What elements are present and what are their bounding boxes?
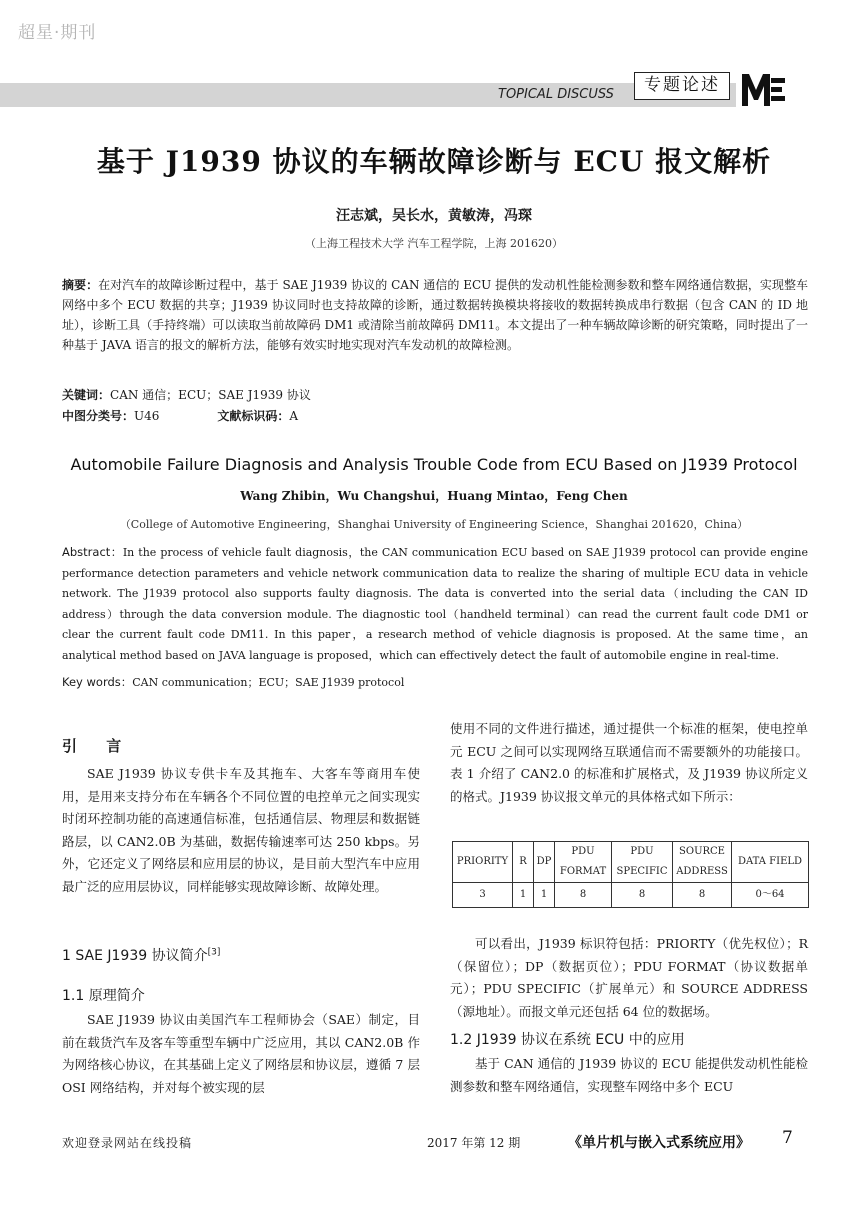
doc-code-label: 文献标识码： bbox=[217, 409, 290, 423]
abstract-en bbox=[62, 542, 808, 666]
watermark: 超星·期刊 bbox=[18, 23, 97, 43]
classification-cn bbox=[62, 406, 808, 426]
clc-value: U46 bbox=[134, 409, 160, 423]
right-col-body-2 bbox=[450, 933, 808, 1023]
page-number: 7 bbox=[782, 1128, 793, 1148]
table-cell: 0～64 bbox=[732, 883, 809, 908]
table-cell: 3 bbox=[453, 883, 513, 908]
intro-heading: 引 言 bbox=[62, 737, 134, 755]
topical-discuss-label: TOPICAL DISCUSS bbox=[498, 87, 614, 102]
abstract-cn bbox=[62, 275, 808, 355]
table-header: SOURCE ADDRESS bbox=[673, 842, 732, 883]
table-cell: 8 bbox=[673, 883, 732, 908]
keywords-cn-text: CAN 通信；ECU；SAE J1939 协议 bbox=[110, 388, 311, 402]
table-header: DP bbox=[534, 842, 555, 883]
footer-submission-note: 欢迎登录网站在线投稿 bbox=[62, 1136, 193, 1150]
right-col-continued bbox=[450, 718, 808, 808]
abstract-en-text: In the process of vehicle fault diagnosis，the CAN communication ECU based on SAE J1939 protocol can provide engine performance detection parameters and vehicle network communication data to realize the sharing of multiple ECU data in vehicle network. The J1939 protocol also supports faulty diagnosis. The data is converted into the serial data（including the CAN ID address）through the data conversion module. The diagnostic tool（handheld terminal）can read the current fault code DM1 or clear the current fault code DM11. In this paper，a research method of vehicle diagnosis is proposed. At the same time，an analytical method based on JAVA language is proposed，which can effectively detect the fault of automobile engine in real-time. bbox=[62, 546, 808, 662]
affiliation: （上海工程技术大学 汽车工程学院，上海 201620） bbox=[305, 237, 563, 250]
footer-issue: 2017 年第 12 期 bbox=[427, 1136, 521, 1150]
section-1-1-paragraph: SAE J1939 协议由美国汽车工程师协会（SAE）制定，目前在载货汽车及客车等重型车辆中广泛应用，其以 CAN2.0B 作为网络核心协议，在其基础上定义了网络层和协议层，遵循 7 层 OSI 网络结构，并对每个被实现的层 bbox=[62, 1012, 420, 1095]
table-header: PDU SPECIFIC bbox=[612, 842, 673, 883]
intro-body bbox=[62, 763, 420, 898]
keywords-en-text: CAN communication；ECU；SAE J1939 protocol bbox=[132, 676, 405, 689]
table-header: PRIORITY bbox=[453, 842, 513, 883]
keywords-cn-label: 关键词： bbox=[62, 388, 111, 402]
section-1-title: 1 SAE J1939 协议简介 bbox=[62, 948, 208, 964]
clc-label: 中图分类号： bbox=[62, 409, 135, 423]
keywords-en bbox=[62, 672, 808, 693]
right-col-paragraph-2: 可以看出，J1939 标识符包括：PRIORTY（优先权位）；R（保留位）；DP（数据页位）；PDU FORMAT（协议数据单元）；PDU SPECIFIC（扩展单元）和 SOURCE ADDRESS（源地址）。而报文单元还包括 64 位的数据场。 bbox=[450, 936, 808, 1019]
section-1-1-body bbox=[62, 1009, 420, 1099]
keywords-en-label: Key words： bbox=[62, 675, 133, 689]
paper-title: 基于 J1939 协议的车辆故障诊断与 ECU 报文解析 bbox=[96, 145, 772, 178]
affiliation-en: （College of Automotive Engineering，Shanghai University of Engineering Science，Shanghai 201620，China） bbox=[119, 518, 749, 531]
section-1-heading bbox=[62, 945, 220, 965]
keywords-cn bbox=[62, 385, 808, 405]
abstract-en-label: Abstract： bbox=[62, 545, 123, 559]
table-cell: 8 bbox=[555, 883, 612, 908]
table-cell: 8 bbox=[612, 883, 673, 908]
authors: 汪志斌，吴长水，黄敏涛，冯琛 bbox=[336, 208, 532, 224]
intro-paragraph: SAE J1939 协议专供卡车及其拖车、大客车等商用车使用，是用来支持分布在车辆各个不同位置的电控单元之间实现实时闭环控制功能的高速通信标准，包括通信层、物理层和数据链路层，以 CAN2.0B 为基础，数据传输速率可达 250 kbps。另外，它还定义了网络层和应用层的协议，是目前大型汽车中应用最广泛的应用层协议，同样能够实现故障诊断、故障处理。 bbox=[62, 766, 420, 894]
abstract-cn-text: 在对汽车的故障诊断过程中，基于 SAE J1939 协议的 CAN 通信的 ECU 提供的发动机性能检测参数和整车网络通信数据，实现整车网络中多个 ECU 数据的共享；J1939 协议同时也支持故障的诊断，通过数据转换模块将接收的数据转换成串行数据（包含 CAN 的 ID 地址），诊断工具（手持终端）可以读取当前故障码 DM1 或清除当前故障码 DM11。本文提出了一种车辆故障诊断的研究策略，同时提出了一种基于 JAVA 语言的报文的解析方法，能够有效实时地实现对汽车发动机的故障检测。 bbox=[62, 278, 808, 352]
abstract-cn-label: 摘要： bbox=[62, 278, 99, 292]
table-cell: 1 bbox=[513, 883, 534, 908]
journal-logo-icon bbox=[740, 70, 786, 108]
section-1-ref: [3] bbox=[207, 947, 221, 958]
section-1-2-body bbox=[450, 1053, 808, 1098]
table-cell: 1 bbox=[534, 883, 555, 908]
section-1-2-paragraph: 基于 CAN 通信的 J1939 协议的 ECU 能提供发动机性能检测参数和整车网络通信，实现整车网络中多个 ECU bbox=[450, 1056, 808, 1094]
right-col-paragraph-1: 使用不同的文件进行描述，通过提供一个标准的框架，使电控单元 ECU 之间可以实现网络互联通信而不需要额外的功能接口。表 1 介绍了 CAN2.0 的标准和扩展格式，及 J1939 协议所定义的格式。J1939 协议报文单元的具体格式如下所示： bbox=[450, 721, 808, 804]
paper-title-en: Automobile Failure Diagnosis and Analysis Trouble Code from ECU Based on J1939 Protocol bbox=[70, 455, 798, 474]
section-1-2-heading: 1.2 J1939 协议在系统 ECU 中的应用 bbox=[450, 1032, 685, 1048]
footer-journal-name: 《单片机与嵌入式系统应用》 bbox=[568, 1135, 750, 1151]
doc-code-value: A bbox=[289, 409, 299, 423]
table-header: R bbox=[513, 842, 534, 883]
section-1-1-heading: 1.1 原理简介 bbox=[62, 988, 145, 1004]
authors-en: Wang Zhibin，Wu Changshui，Huang Mintao，Feng Chen bbox=[240, 489, 628, 503]
section-label: 专题论述 bbox=[634, 72, 730, 100]
table-header: PDU FORMAT bbox=[555, 842, 612, 883]
table-header: DATA FIELD bbox=[732, 842, 809, 883]
j1939-format-table bbox=[452, 841, 809, 908]
